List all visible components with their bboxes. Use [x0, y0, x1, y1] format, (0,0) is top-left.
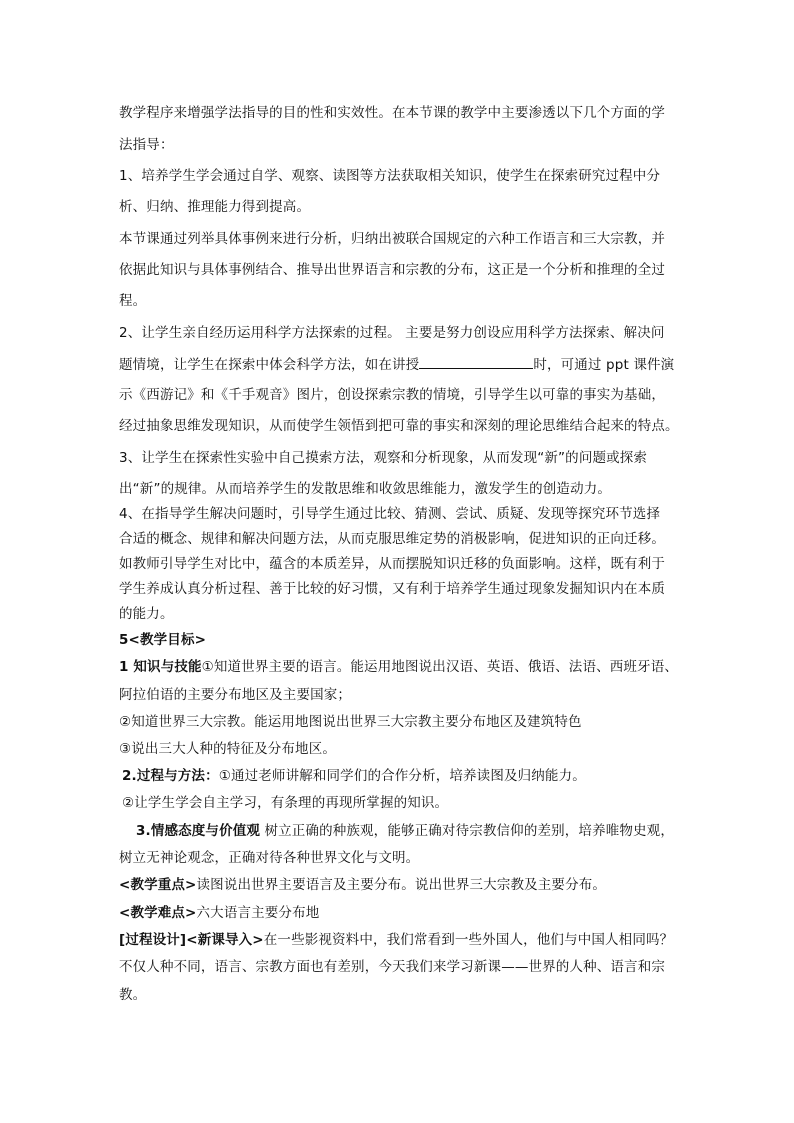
knowledge-text: ①知道世界主要的语言。能运用地图说出汉语、英语、俄语、法语、西班牙语、 — [201, 659, 679, 675]
item4-line3: 如教师引导学生对比中，蕴含的本质差异，从而摆脱知识迁移的负面影响。这样，既有利于 — [119, 556, 665, 572]
design-line1 — [119, 931, 673, 949]
item4-line1: 4、在指导学生解决问题时，引导学生通过比较、猜测、尝试、质疑、发现等探究环节选择 — [119, 506, 661, 522]
item4-line5: 的能力。 — [119, 606, 174, 622]
item2-line1: 2、让学生亲自经历运用科学方法探索的过程。 主要是努力创设应用科学方法探索、解决问 — [119, 325, 665, 341]
item3-line1: 3、让学生在探索性实验中自己摸索方法，观察和分析现象，从而发现“新”的问题或探索 — [119, 450, 648, 466]
item1-line2: 析、归纳、推理能力得到提高。 — [119, 199, 311, 215]
design-line2: 不仅人种不同，语言、宗教方面也有差别，今天我们来学习新课——世界的人种、语言和宗 — [119, 959, 665, 975]
goals-knowledge-line4: ③说出三大人种的特征及分布地区。 — [119, 741, 337, 757]
key-points-label: <教学重点> — [119, 877, 197, 893]
goals-heading: 5<教学目标> — [119, 632, 207, 648]
para1-line1: 教学程序来增强学法指导的目的性和实效性。在本节课的教学中主要渗透以下几个方面的学 — [119, 105, 665, 121]
key-points-text: 读图说出世界主要语言及主要分布。说出世界三大宗教及主要分布。 — [196, 877, 607, 893]
para2-line1: 本节课通过列举具体事例来进行分析，归纳出被联合国规定的六种工作语言和三大宗教，并 — [119, 231, 665, 247]
para1-line2: 法指导： — [119, 137, 174, 153]
item2-line2-before: 题情境，让学生在探索中体会科学方法，如在讲授 — [119, 357, 420, 373]
design-line3: 教。 — [119, 987, 147, 1003]
difficulty-label: <教学难点> — [119, 905, 197, 921]
key-points-line — [119, 876, 606, 894]
item2-line2 — [119, 355, 674, 374]
goals-knowledge-line1 — [119, 658, 678, 676]
item3-line2: 出“新”的规律。从而培养学生的发散思维和收敛思维能力，激发学生的创造动力。 — [119, 481, 612, 497]
emotion-text: 树立正确的种族观，能够正确对待宗教信仰的差别，培养唯物史观， — [260, 823, 674, 839]
difficulty-text: 六大语言主要分布地 — [196, 905, 320, 921]
difficulty-line — [119, 904, 319, 922]
para2-line3: 程。 — [119, 293, 147, 309]
item2-line4: 经过抽象思维发现知识，从而使学生领悟到把可靠的事实和深刻的理论思维结合起来的特点。 — [119, 418, 679, 434]
fill-in-blank — [419, 355, 533, 369]
item1-line1: 1、培养学生学会通过自学、观察、读图等方法获取相关知识，使学生在探索研究过程中分 — [119, 168, 661, 184]
item2-line3: 示《西游记》和《千手观音》图片，创设探索宗教的情境，引导学生以可靠的事实为基础， — [119, 387, 665, 403]
process-text: ①通过老师讲解和同学们的合作分析，培养读图及归纳能力。 — [218, 768, 586, 784]
knowledge-label: 1 知识与技能 — [119, 659, 202, 675]
goals-knowledge-line3: ②知道世界三大宗教。能运用地图说出世界三大宗教主要分布地区及建筑特色 — [119, 714, 582, 730]
goals-emotion-line2: 树立无神论观念，正确对待各种世界文化与文明。 — [119, 850, 420, 866]
process-label: 2.过程与方法： — [122, 768, 219, 784]
design-label: [过程设计]<新课导入> — [119, 932, 264, 948]
goals-process-line1 — [122, 767, 586, 785]
item4-line4: 学生养成认真分析过程、善于比较的好习惯，又有利于培养学生通过现象发掘知识内在本质 — [119, 581, 665, 597]
item2-line2-after: 时，可通过 ppt 课件演 — [533, 357, 675, 373]
goals-process-line2: ②让学生学会自主学习，有条理的再现所掌握的知识。 — [122, 795, 449, 811]
item4-line2: 合适的概念、规律和解决问题方法，从而克服思维定势的消极影响，促进知识的正向迁移。 — [119, 531, 665, 547]
goals-emotion-line1 — [136, 822, 674, 840]
goals-knowledge-line2: 阿拉伯语的主要分布地区及主要国家； — [119, 687, 352, 703]
emotion-label: 3.情感态度与价值观 — [136, 823, 261, 839]
design-text: 在一些影视资料中，我们常看到一些外国人，他们与中国人相同吗？ — [263, 932, 674, 948]
para2-line2: 依据此知识与具体事例结合、推导出世界语言和宗教的分布，这正是一个分析和推理的全过 — [119, 262, 665, 278]
